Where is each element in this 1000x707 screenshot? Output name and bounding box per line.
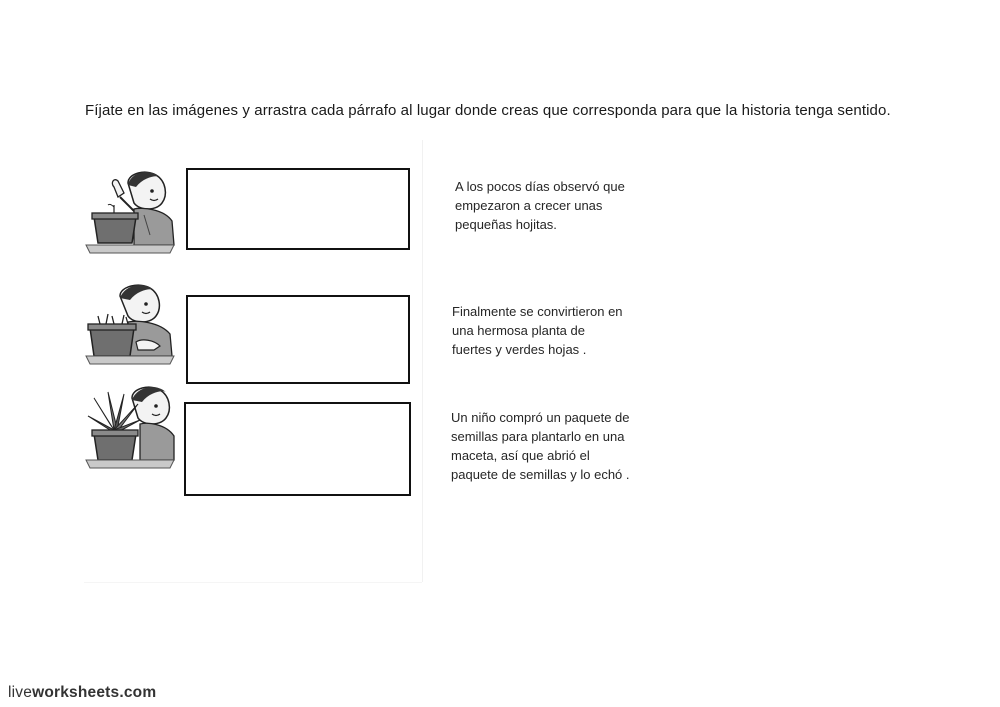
- liveworksheets-logo: [8, 684, 156, 702]
- drop-box-1[interactable]: [186, 168, 410, 250]
- brand-prefix: live: [8, 684, 33, 701]
- boy-with-seeded-pot-icon: [84, 165, 176, 255]
- boy-with-sprouting-pot-icon: [84, 282, 176, 372]
- brand-main: worksheets: [32, 684, 120, 701]
- drop-box-3[interactable]: [184, 402, 411, 496]
- instructions: Fíjate en las imágenes y arrastra cada párrafo al lugar donde creas que corresponda para que la historia tenga sentido.: [85, 102, 891, 119]
- drop-box-2[interactable]: [186, 295, 410, 384]
- draggable-paragraph-3[interactable]: Un niño compró un paquete de semillas para plantarlo en una maceta, así que abrió el paquete de semillas y lo echó .: [451, 410, 630, 482]
- draggable-paragraph-1[interactable]: A los pocos días observó que empezaron a crecer unas pequeñas hojitas.: [455, 179, 625, 232]
- boy-with-grown-plant-icon: [84, 384, 176, 474]
- draggable-paragraph-2[interactable]: Finalmente se convirtieron en una hermosa planta de fuertes y verdes hojas .: [452, 304, 623, 357]
- brand-suffix: .com: [119, 684, 157, 701]
